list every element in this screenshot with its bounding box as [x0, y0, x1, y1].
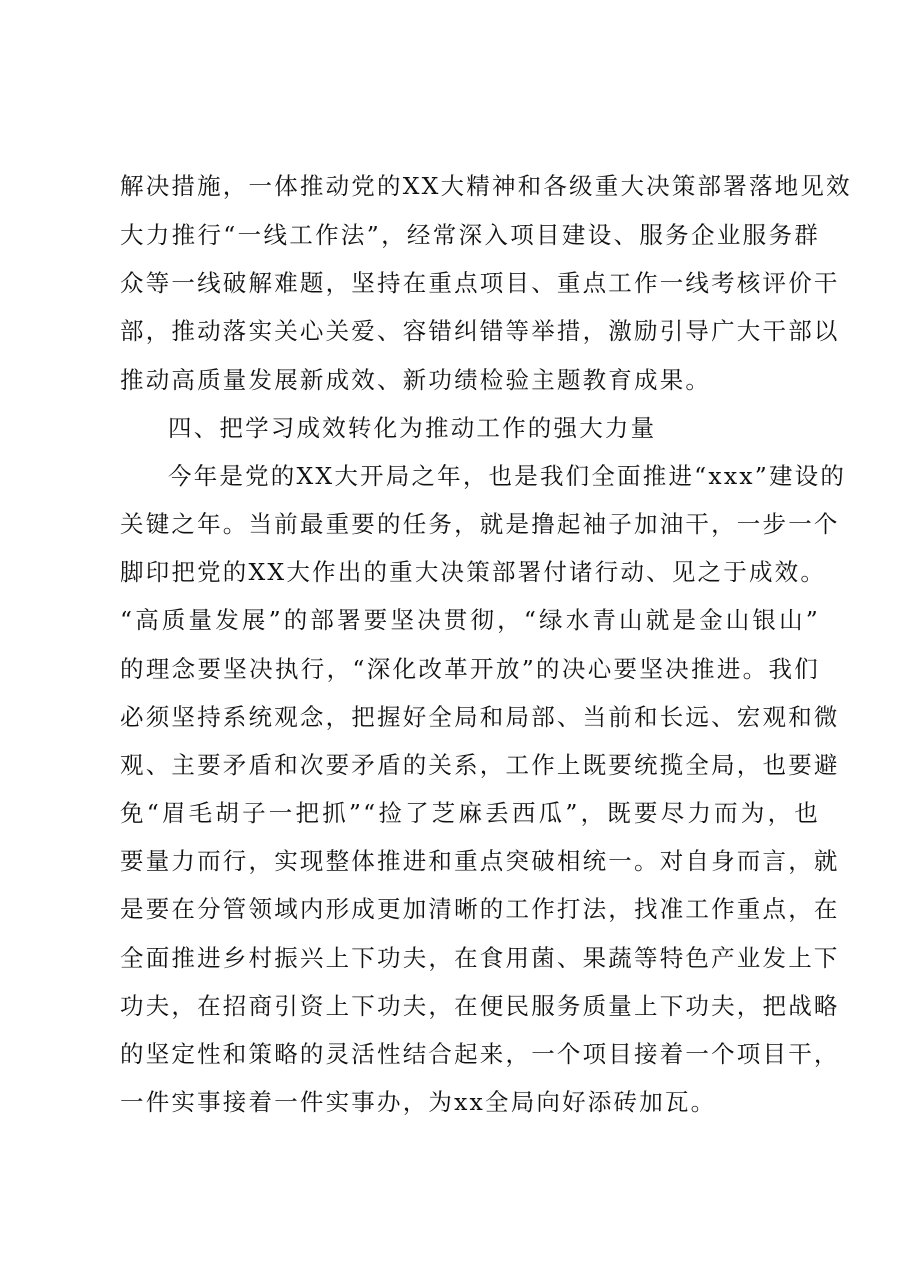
- paragraph-2-line-7: 观、主要矛盾和次要矛盾的关系，工作上既要统揽全局，也要避: [120, 751, 840, 779]
- paragraph-2-line-8: 免“眉毛胡子一把抓”“捡了芝麻丢西瓜”，既要尽力而为，也: [120, 799, 820, 827]
- paragraph-2-line-9: 要量力而行，实现整体推进和重点突破相统一。对自身而言，就: [120, 847, 840, 875]
- paragraph-2-line-12: 功夫，在招商引资上下功夫，在便民服务质量上下功夫，把战略: [120, 992, 840, 1020]
- paragraph-2-line-3: 脚印把党的XX大作出的重大决策部署付诸行动、见之于成效。: [120, 558, 827, 586]
- paragraph-2-line-6: 必须坚持系统观念，把握好全局和局部、当前和长远、宏观和微: [120, 703, 840, 731]
- paragraph-1-line-2: 大力推行“一线工作法”，经常深入项目建设、服务企业服务群: [120, 221, 820, 249]
- paragraph-1-line-3: 众等一线破解难题，坚持在重点项目、重点工作一线考核评价干: [120, 269, 840, 297]
- paragraph-1-line-4: 部，推动落实关心关爱、容错纠错等举措，激励引导广大干部以: [120, 317, 840, 345]
- paragraph-2-line-1: 今年是党的XX大开局之年，也是我们全面推进“xxx”建设的: [168, 462, 847, 490]
- section-heading-4: 四、把学习成效转化为推动工作的强大力量: [168, 414, 657, 442]
- paragraph-2-line-4: “高质量发展”的部署要坚决贯彻，“绿水青山就是金山银山”: [120, 606, 820, 634]
- paragraph-2-line-13: 的坚定性和策略的灵活性结合起来，一个项目接着一个项目干，: [120, 1040, 840, 1068]
- paragraph-1-line-1: 解决措施，一体推动党的XX大精神和各级重大决策部署落地见效: [120, 172, 852, 200]
- paragraph-2-line-2: 关键之年。当前最重要的任务，就是撸起袖子加油干，一步一个: [120, 510, 840, 538]
- paragraph-2-line-5: 的理念要坚决执行，“深化改革开放”的决心要坚决推进。我们: [120, 655, 820, 683]
- paragraph-1-line-5: 推动高质量发展新成效、新功绩检验主题教育成果。: [120, 366, 712, 394]
- paragraph-2-line-11: 全面推进乡村振兴上下功夫，在食用菌、果蔬等特色产业发上下: [120, 944, 840, 972]
- paragraph-2-line-10: 是要在分管领域内形成更加清晰的工作打法，找准工作重点，在: [120, 895, 840, 923]
- paragraph-2-line-14: 一件实事接着一件实事办，为xx全局向好添砖加瓦。: [120, 1088, 717, 1116]
